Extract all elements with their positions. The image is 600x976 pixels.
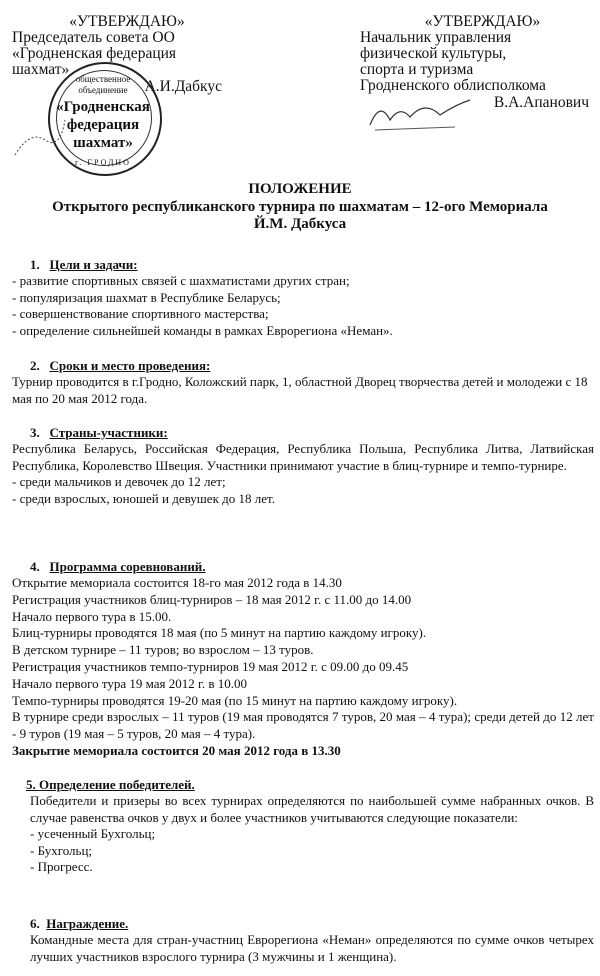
list-item: - определение сильнейшей команды в рамках Еврорегиона «Неман». xyxy=(12,322,393,338)
approval-heading-right: «УТВЕРЖДАЮ» xyxy=(424,13,541,30)
program-line: Открытие мемориала состоится 18-го мая 2012 года в 14.30 xyxy=(12,575,342,590)
section-awards-text xyxy=(30,932,594,972)
program-line: Темпо-турниры проводятся 19-20 мая (по 15 минут на партию каждому игроку). xyxy=(12,692,458,708)
approval-line: Начальник управления xyxy=(360,29,512,46)
program-line: Регистрация участников темпо-турниров 19 мая 2012 г. с 09.00 до 09.45 xyxy=(12,658,409,674)
paragraph: Командные места для стран-участниц Еврорегиона «Неман» определяются по сумме очков четырех лучших участников взрослого турнира (3 мужчины и 1 женщина). xyxy=(30,932,594,964)
program-line: В детском турнире – 11 туров; во взрослом – 13 туров. xyxy=(12,642,314,658)
section-winners xyxy=(26,777,594,794)
subtitle-line: Й.М. Дабкуса xyxy=(253,216,347,232)
section-goals xyxy=(30,257,594,274)
subtitle-line: Открытого республиканского турнира по шахматам – 12-ого Мемориала xyxy=(52,199,548,215)
section-title: Страны-участники: xyxy=(49,425,168,440)
paragraph: Турнир проводится в г.Гродно, Коложский парк, 1, областной Дворец творчества детей и молодежи с 18 мая по 20 мая 2012 года. xyxy=(12,374,588,406)
paragraph: Республика Беларусь, Российская Федерация, Республика Польша, Республика Литва, Латвийская Республика, Королевство Швеция. Участники принимают участие в блиц-турнире и темпо-турнире. xyxy=(12,441,594,473)
section-heading xyxy=(30,257,594,274)
list-item: - среди мальчиков и девочек до 12 лет; xyxy=(12,474,226,489)
list-item: - усеченный Бухгольц; xyxy=(30,826,156,841)
approval-signer-right: В.А.Апанович xyxy=(493,94,589,111)
section-number: 3. xyxy=(30,425,40,440)
program-line: Регистрация участников блиц-турниров – 18 мая 2012 г. с 11.00 до 14.00 xyxy=(12,591,412,607)
section-title: 5. Определение победителей. xyxy=(26,777,195,792)
list-item: - развитие спортивных связей с шахматистами других стран; xyxy=(12,273,350,288)
closing-line: Закрытие мемориала состоится 20 мая 2012 года в 13.30 xyxy=(12,742,341,758)
list-item: - Бухгольц; xyxy=(30,842,93,858)
section-number: 2. xyxy=(30,358,40,373)
program-line: Блиц-турниры проводятся 18 мая (по 5 минут на партию каждому игроку). xyxy=(12,625,427,641)
approval-line: «Гродненская федерация xyxy=(12,45,177,62)
section-heading xyxy=(26,777,594,794)
section-heading xyxy=(30,559,594,576)
stamp-text: общественное xyxy=(75,74,131,84)
stamp-text: объединение xyxy=(78,85,128,95)
program-line: Начало первого тура 19 мая 2012 г. в 10.00 xyxy=(12,675,248,691)
approval-signer-left: А.И.Дабкус xyxy=(144,78,222,95)
list-item: - совершенствование спортивного мастерства; xyxy=(12,306,269,321)
list-item: - Прогресс. xyxy=(30,859,93,874)
approval-line: Председатель совета ОО xyxy=(12,29,175,46)
document-title: ПОЛОЖЕНИЕ xyxy=(248,181,352,197)
approval-line: спорта и туризма xyxy=(360,61,474,78)
section-awards xyxy=(30,916,594,933)
section-countries-text xyxy=(12,441,594,507)
section-number: 4. xyxy=(30,559,40,574)
section-program-list xyxy=(12,575,594,760)
paragraph: В турнире среди взрослых – 11 туров (19 мая проводятся 7 туров, 20 мая – 4 тура); среди детей до 12 лет - 9 туров (19 мая – 5 туров, 20 мая – 4 тура). xyxy=(12,709,594,742)
signature-right-icon xyxy=(365,95,475,135)
section-countries xyxy=(30,425,594,442)
section-heading xyxy=(30,425,594,442)
section-dates-text xyxy=(12,374,594,407)
section-title: Программа соревнований. xyxy=(49,559,206,574)
approval-line: Гродненского облисполкома xyxy=(360,77,546,94)
paragraph: Победители и призеры во всех турнирах определяются по наибольшей сумме набранных очков. В случае равенства очков у двух и более участников учитываются следующие показатели: xyxy=(30,793,594,825)
section-number: 6. xyxy=(30,916,40,931)
signature-left-icon xyxy=(10,110,70,170)
section-winners-text xyxy=(30,793,594,876)
section-goals-list xyxy=(12,273,594,339)
section-heading xyxy=(30,358,594,375)
document-subtitle xyxy=(0,199,600,233)
section-number: 1. xyxy=(30,257,40,272)
approval-heading-left: «УТВЕРЖДАЮ» xyxy=(69,13,185,30)
approval-line: шахмат» xyxy=(12,61,70,78)
stamp-text: «Гродненская xyxy=(56,99,150,115)
section-title: Награждение. xyxy=(46,916,129,931)
stamp-text: шахмат» xyxy=(73,135,133,151)
program-line: Начало первого тура в 15.00. xyxy=(12,608,172,624)
section-title: Сроки и место проведения: xyxy=(49,358,211,373)
section-program xyxy=(30,559,594,576)
list-item: - среди взрослых, юношей и девушек до 18 лет. xyxy=(12,490,275,506)
stamp-text: г. ГРОДНО xyxy=(75,158,131,167)
section-dates xyxy=(30,358,594,375)
section-heading xyxy=(30,916,594,933)
stamp-text: федерация xyxy=(66,117,140,133)
section-title: Цели и задачи: xyxy=(49,257,138,272)
approval-line: физической культуры, xyxy=(360,45,507,62)
list-item: - популяризация шахмат в Республике Беларусь; xyxy=(12,289,281,305)
